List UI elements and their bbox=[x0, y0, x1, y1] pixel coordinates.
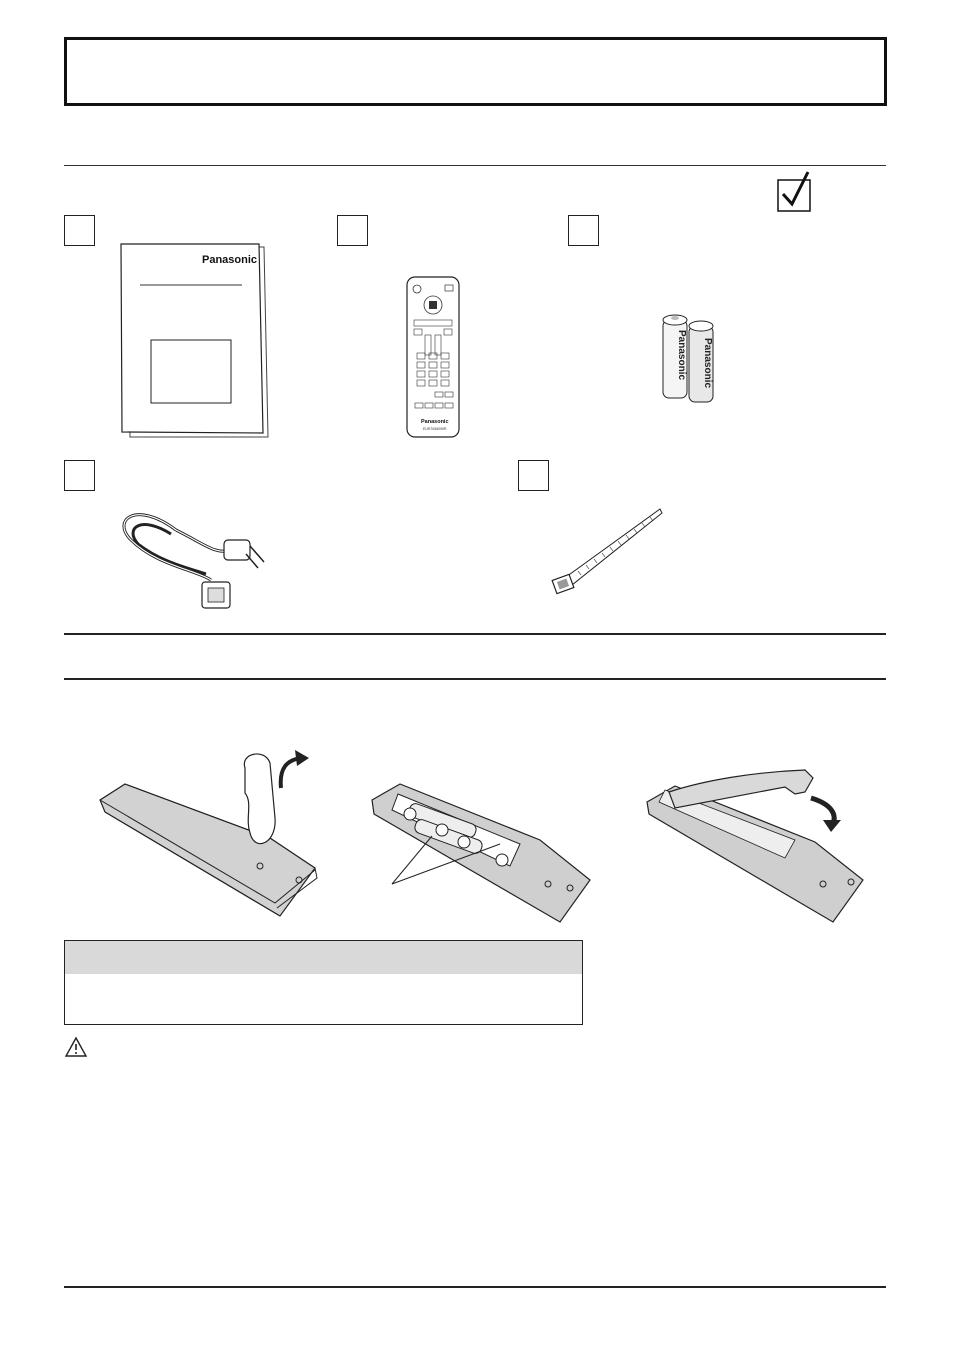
title-box bbox=[64, 37, 887, 106]
remote-control-illustration bbox=[405, 275, 461, 439]
warning-triangle-icon bbox=[64, 1036, 88, 1058]
item-checkbox-remote bbox=[337, 215, 368, 246]
item-checkbox-manual bbox=[64, 215, 95, 246]
battery-brand-left: Panasonic bbox=[676, 330, 687, 381]
battery-brand-right: Panasonic bbox=[702, 338, 713, 389]
operating-instructions-booklet bbox=[118, 243, 270, 439]
ac-power-cord-illustration bbox=[116, 500, 276, 625]
manual-logo: Panasonic bbox=[202, 254, 258, 266]
accessories-rule bbox=[64, 165, 886, 166]
remote-model: EUR7636090R bbox=[423, 427, 447, 431]
item-checkbox-power-cord bbox=[64, 460, 95, 491]
item-checkbox-cable-tie bbox=[518, 460, 549, 491]
step-open-cover-illustration bbox=[95, 748, 320, 920]
caution-box-header bbox=[64, 940, 583, 975]
check-mark-icon bbox=[777, 170, 811, 212]
step-close-cover-illustration bbox=[645, 752, 867, 924]
step-insert-batteries-illustration bbox=[370, 780, 592, 925]
item-checkbox-batteries bbox=[568, 215, 599, 246]
footer-rule bbox=[64, 1286, 886, 1288]
batteries-section-rule-top bbox=[64, 633, 886, 635]
cable-tie-illustration bbox=[548, 505, 668, 597]
batteries-section-rule-bottom bbox=[64, 678, 886, 680]
batteries-illustration bbox=[660, 312, 718, 404]
remote-logo: Panasonic bbox=[421, 419, 449, 425]
caution-box-body bbox=[64, 974, 583, 1025]
